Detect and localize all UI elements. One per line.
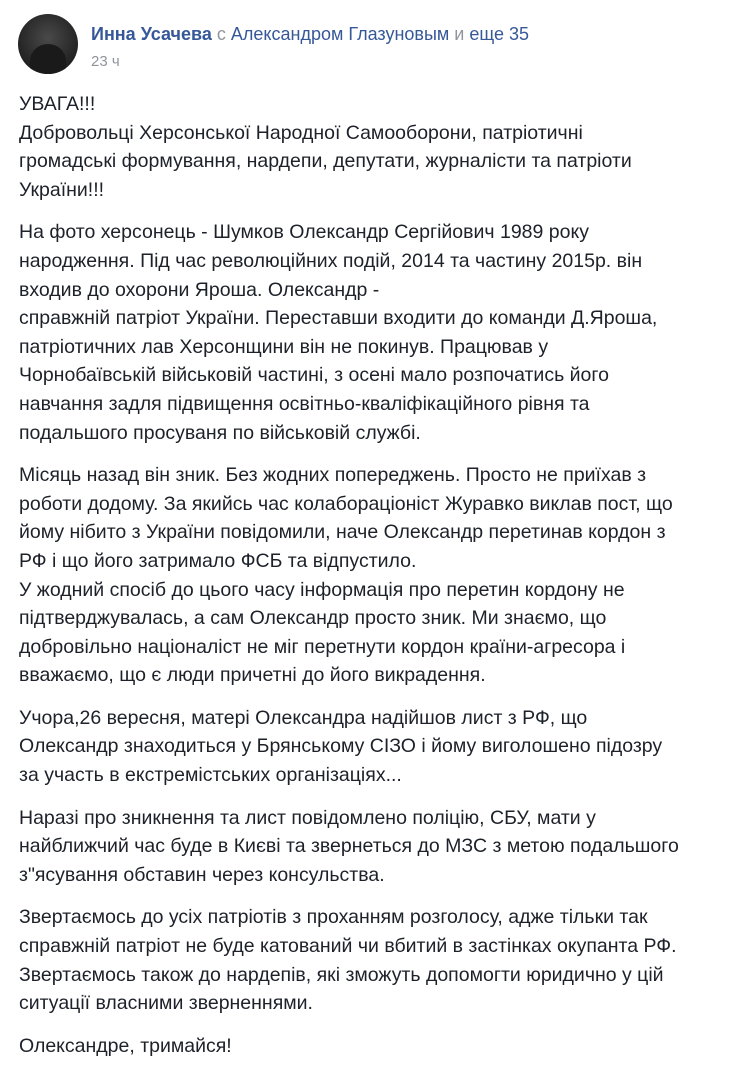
paragraph-line: РФ і що його затримало ФСБ та відпустило. [19,549,417,572]
paragraph-line: Наразі про зникнення та лист повідомлено поліцію, СБУ, мати у [19,806,596,829]
paragraph-line: Чорнобаївській військовій частині, з осені мало розпочатись його [19,364,609,387]
paragraph-line: народження. Під час революційних подій, 2014 та частину 2015р. він [19,249,643,272]
avatar[interactable] [18,14,78,74]
paragraph-line: Звертаємось до усіх патріотів з проханням розголосу, адже тільки так [19,906,648,929]
paragraph-line: вважаємо, що є люди причетні до його викрадення. [19,664,486,687]
paragraph-line: Учора,26 вересня, матері Олександра надійшов лист з РФ, що [19,706,588,729]
post-paragraph [19,804,723,890]
paragraph-line: Місяць назад він зник. Без жодних попереджень. Просто не приїхав з [19,464,647,487]
paragraph-line: добровільно націоналіст не міг перетнути кордон країни-агресора і [19,635,626,658]
paragraph-line: роботи додому. За якийсь час колабораціоніст Журавко виклав пост, що [19,492,673,515]
paragraph-line: Звертаємось також до нардепів, які зможуть допомогти юридично у цій [19,963,664,986]
paragraph-line: найближчий час буде в Києві та звернеться до МЗС з метою подальшого [19,835,679,858]
post-paragraph [19,903,723,1017]
paragraph-line: подальшого просуваня по військовій службі. [19,421,421,444]
paragraph-line: УВАГА!!! [19,93,96,115]
post-paragraph [19,461,723,690]
post-paragraph [19,90,723,204]
post-header [91,22,529,46]
paragraph-line: входив до охорони Яроша. Олександр - [19,278,380,301]
paragraph-line: підтверджувалась, а сам Олександр просто зник. Ми знаємо, що [19,607,607,630]
paragraph-line: Олександр знаходиться у Брянському СІЗО і йому виголошено підозру [19,735,663,758]
others-count-link[interactable]: еще 35 [469,24,530,44]
paragraph-line: Олександре, тримайся! [19,1034,232,1057]
and-text: и [454,24,465,44]
post-paragraph [19,1032,723,1061]
tagged-person-link[interactable]: Александром Глазуновым [230,24,450,44]
post-paragraph [19,704,723,790]
post-timestamp[interactable]: 23 ч [91,53,120,70]
paragraph-line: громадські формування, нардепи, депутати, журналісти та патріоти [19,150,632,173]
post-paragraph [19,218,723,447]
paragraph-line: патріотичних лав Херсонщини він не покинув. Працював у [19,335,549,358]
post-body [19,90,723,1074]
paragraph-line: за участь в екстремістських організаціях... [19,764,402,787]
author-name[interactable]: Инна Усачева [91,24,212,44]
paragraph-line: ситуації власними зверненнями. [19,992,313,1015]
avatar-silhouette [30,44,66,74]
paragraph-line: У жодний спосіб до цього часу інформація про перетин кордону не [19,578,625,601]
paragraph-line: справжній патріот України. Переставши входити до команди Д.Яроша, [19,307,658,330]
paragraph-line: Добровольці Херсонської Народної Самооборони, патріотичні [19,121,583,144]
paragraph-line: йому нібито з України повідомили, наче Олександр перетинав кордон з [19,521,666,544]
with-text: с [216,24,226,44]
paragraph-line: справжній патріот не буде катований чи вбитий в застінках окупанта РФ. [19,935,677,958]
paragraph-line: На фото херсонець - Шумков Олександр Сергійович 1989 року [19,221,589,244]
paragraph-line: з"ясування обставин через консульства. [19,863,385,886]
paragraph-line: навчання задля підвищення освітньо-кваліфікаційного рівня та [19,392,590,415]
paragraph-line: України!!! [19,178,105,201]
